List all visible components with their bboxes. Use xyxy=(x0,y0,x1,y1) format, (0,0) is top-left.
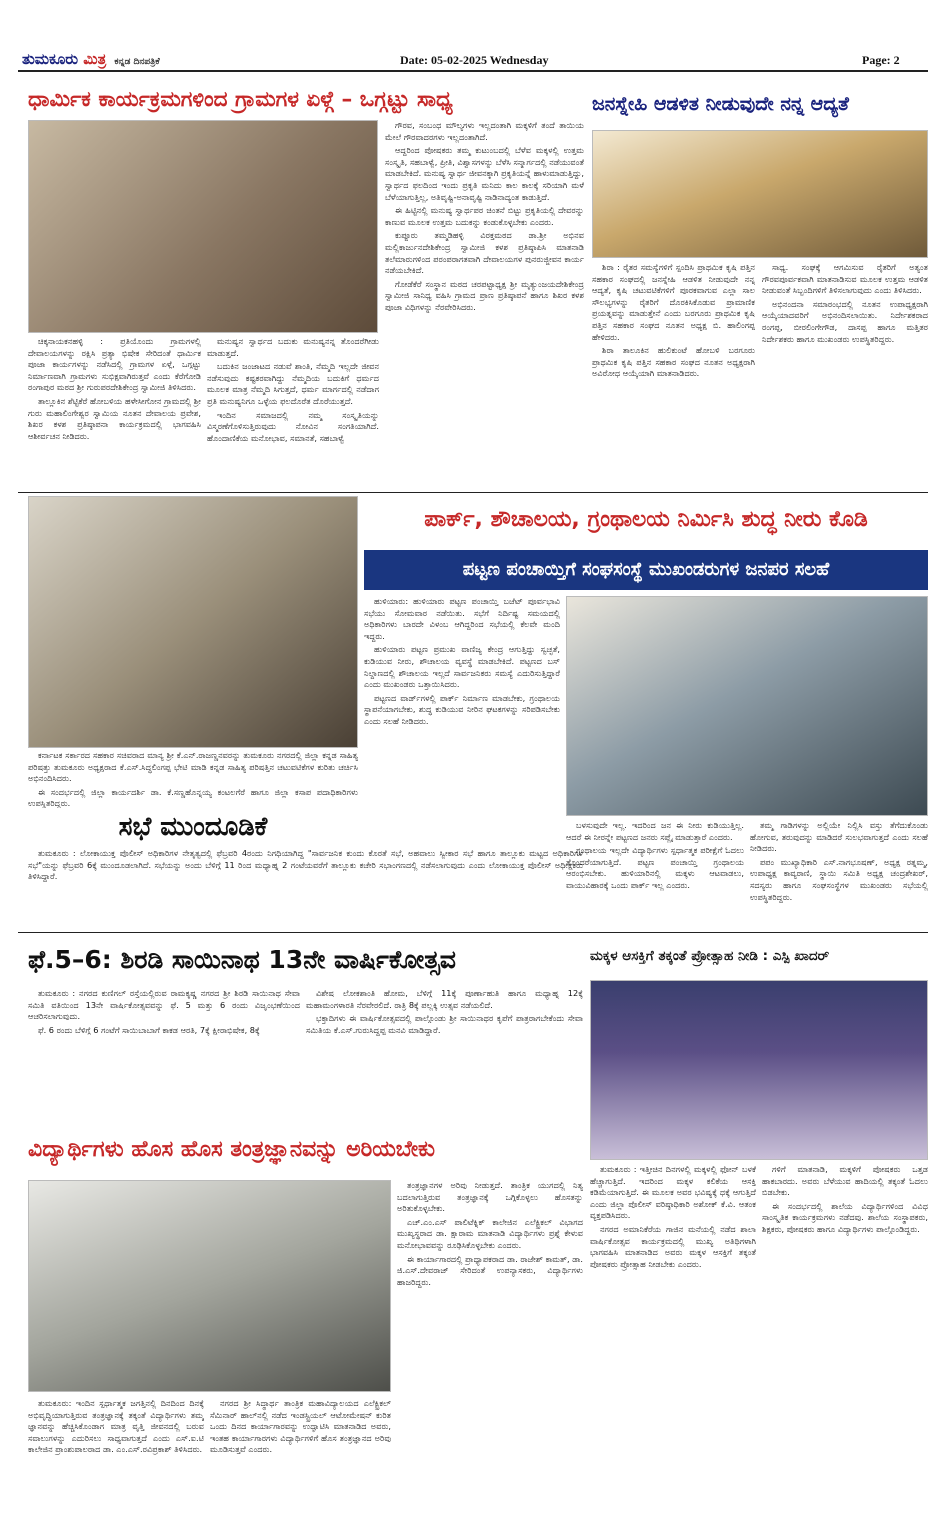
article-paragraph: ಗೋಡೆಕೆರೆ ಸಂಸ್ಥಾನ ಮಠದ ಚರಪಟ್ಟಾಧ್ಯಕ್ಷ ಶ್ರೀ ಮೃತ್ಯುಂಜಯದೇಶಿಕೇಂದ್ರ ಸ್ವಾಮೀಜಿ ಸಾನಿಧ್ಯ ವಹಿಸಿ ಗ್ರಾಮದ ಪ್ರಾಣ ಪ್ರತಿಷ್ಠಾಪನೆ ಹಾಗೂ ಶಿಖರ ಕಳಶ ಪೂಜಾ ವಿಧಿಗಳನ್ನು ನೆರವೇರಿಸಿದರು. xyxy=(385,278,584,312)
photo-panchayat-meeting xyxy=(566,596,928,816)
article-paragraph: ಗಳಿಗೆ ಮಾತನಾಡಿ, ಮಕ್ಕಳಿಗೆ ಪೋಷಕರು ಒತ್ತಡ ಹಾಕಬಾರದು. ಅವರು ಬೆಳೆಯುವ ಹಾದಿಯಲ್ಲಿ ತಕ್ಕಂತೆ ಓದಲು ಬಿಡಬೇಕು. xyxy=(762,1164,928,1198)
masthead-date: Date: 05-02-2025 Wednesday xyxy=(400,53,549,67)
article-paragraph: ಶಿರಾ : ರೈತರ ಸಮಸ್ಯೆಗಳಿಗೆ ಸ್ಪಂದಿಸಿ ಪ್ರಾಥಮಿಕ ಕೃಷಿ ಪತ್ತಿನ ಸಹಕಾರ ಸಂಘದಲ್ಲಿ ಜನಸ್ನೇಹಿ ಆಡಳಿತ ನೀಡುವುದೇ ನನ್ನ ಆದ್ಯತೆ, ಕೃಷಿ ಚಟುವಟಿಕೆಗಳಿಗೆ ಪೂರಕವಾಗುವ ಎಲ್ಲಾ ಸಾಲ ಸೌಲಭ್ಯಗಳನ್ನು ರೈತರಿಗೆ ದೊರಕಿಸಿಕೊಡುವ ಪ್ರಾಮಾಣಿಕ ಪ್ರಯತ್ನವನ್ನು ಮಾಡುತ್ತೇನೆ ಎಂದು ಬರಗೂರು ಪ್ರಾಥಮಿಕ ಕೃಷಿ ಪತ್ತಿನ ಸಹಕಾರ ಸಂಘದ ನೂತನ ಅಧ್ಯಕ್ಷ ಬಿ. ಹಾಲಿಂಗಪ್ಪ ಹೇಳಿದರು. xyxy=(592,262,755,342)
article-paragraph: ತುಮಕೂರು: ಇಂದಿನ ಸ್ಪರ್ಧಾತ್ಮಕ ಜಗತ್ತಿನಲ್ಲಿ ದಿನದಿಂದ ದಿನಕ್ಕೆ ಅಭಿವೃದ್ಧಿಯಾಗುತ್ತಿರುವ ತಂತ್ರಜ್ಞಾನಕ್ಕೆ ತಕ್ಕಂತೆ ವಿದ್ಯಾರ್ಥಿಗಳು ತಮ್ಮ ಜ್ಞಾನವನ್ನು ಹೆಚ್ಚಿಸಿಕೊಂಡಾಗ ಮಾತ್ರ ವೃತ್ತಿ ಜೀವನದಲ್ಲಿ ಬರುವ ಸವಾಲುಗಳನ್ನು ಎದುರಿಸಲು ಸಾಧ್ಯವಾಗುತ್ತದೆ ಎಂದು ಎಸ್.ಐ.ಟಿ ಕಾಲೇಜಿನ ಪ್ರಾಂಶುಪಾಲರಾದ ಡಾ. ಎಂ.ಎಸ್.ರವಿಪ್ರಕಾಶ್ ತಿಳಿಸಿದರು. xyxy=(28,1398,204,1455)
article-paragraph: ಪಪಂ ಮುಖ್ಯಾಧಿಕಾರಿ ಎಸ್.ನಾಗಭೂಷಣ್, ಅಧ್ಯಕ್ಷ ರತ್ನಮ್ಮ, ಉಪಾಧ್ಯಕ್ಷ ಕಾವ್ಯರಾಣಿ, ಸ್ಥಾಯಿ ಸಮಿತಿ ಅಧ್ಯಕ್ಷ ಚಂದ್ರಶೇಖರ್, ಸದಸ್ಯರು ಹಾಗೂ ಸಂಘಸಂಸ್ಥೆಗಳ ಮುಖಂಡರು ಸಭೆಯಲ್ಲಿ ಉಪಸ್ಥಿತರಿದ್ದರು. xyxy=(750,856,928,902)
photo-school-anniversary xyxy=(590,980,928,1160)
article-paragraph: ಬದುಕಿನ ಜಂಜಾಟದ ನಡುವೆ ಶಾಂತಿ, ನೆಮ್ಮದಿ ಇಲ್ಲದೇ ಜೀವನ ನಡೆಸುವುದು ಕಷ್ಟಕರವಾಗಿದ್ದು ನೆಮ್ಮದಿಯ ಬದುಕಿಗೆ ಧರ್ಮದ ಮೂಲಕ ಮಾತ್ರ ನೆಮ್ಮದಿ ಸಿಗುತ್ತದೆ, ಧರ್ಮ ಮಾರ್ಗದಲ್ಲಿ ನಡೆದಾಗ ಪ್ರತಿ ಮನುಷ್ಯನಿಗೂ ಒಳ್ಳೆಯ ಫಲದೊರೆತ ದೊರೆಯುತ್ತದೆ. xyxy=(207,361,379,406)
article-paragraph: ಕರ್ನಾಟಕ ಸರ್ಕಾರದ ಸಹಕಾರ ಸಚಿವರಾದ ಮಾನ್ಯ ಶ್ರೀ ಕೆ.ಎನ್.ರಾಜಣ್ಣನವರನ್ನು ತುಮಕೂರು ನಗರದಲ್ಲಿ ಜಿಲ್ಲಾ ಕನ್ನಡ ಸಾಹಿತ್ಯ ಪರಿಷತ್ತು ತುಮಕೂರು ಅಧ್ಯಕ್ಷರಾದ ಕೆ.ಎಸ್.ಸಿದ್ಧಲಿಂಗಪ್ಪ ಭೇಟಿ ಮಾಡಿ ಕನ್ನಡ ಸಾಹಿತ್ಯ ಪರಿಷತ್ತಿನ ಚಟುವಟಿಕೆಗಳ ಕುರಿತು ಚರ್ಚಿಸಿ ಅಭಿನಂದಿಸಿದರು. xyxy=(28,750,358,784)
caption-minister-meeting xyxy=(28,750,358,808)
article-paragraph: ಈ ಸಂದರ್ಭದಲ್ಲಿ ಶಾಲೆಯ ವಿದ್ಯಾರ್ಥಿಗಳಿಂದ ವಿವಿಧ ಸಾಂಸ್ಕೃತಿಕ ಕಾರ್ಯಕ್ರಮಗಳು ನಡೆದವು. ಶಾಲೆಯ ಸಂಸ್ಥಾಪಕರು, ಶಿಕ್ಷಕರು, ಪೋಷಕರು ಹಾಗೂ ವಿದ್ಯಾರ್ಥಿಗಳು ಪಾಲ್ಗೊಂಡಿದ್ದರು. xyxy=(762,1200,928,1234)
article-paragraph: ಈ ಕಾರ್ಯಾಗಾರದಲ್ಲಿ ಪ್ರಾಧ್ಯಾಪಕರಾದ ಡಾ. ರಾಜೇಶ್ ಕಾಮತ್, ಡಾ. ಜಿ.ಎಸ್.ದೇವರಾಜ್ ಸೇರಿದಂತೆ ಉಪನ್ಯಾಸಕರು, ವಿದ್ಯಾರ್ಥಿಗಳು ಹಾಜರಿದ್ದರು. xyxy=(397,1253,583,1287)
subheadline-town-panchayat: ಪಟ್ಟಣ ಪಂಚಾಯ್ತಿಗೆ ಸಂಘಸಂಸ್ಥೆ ಮುಖಂಡರುಗಳ ಜನಪರ ಸಲಹೆ xyxy=(364,550,928,590)
article-paragraph: ತಮ್ಮ ಗಾಡಿಗಳನ್ನು ಅಲ್ಲಿಯೇ ನಿಲ್ಲಿಸಿ ವಸ್ತು ತೆಗೆದುಕೊಂಡು ಹೋಗುವ, ತರುವುದನ್ನು ಮಾಡಿದರೆ ಸುಲಭವಾಗುತ್ತದೆ ಎಂದು ಸಲಹೆ ನೀಡಿದರು. xyxy=(750,820,928,854)
article-technology-col1 xyxy=(28,1398,204,1504)
article-paragraph: ವಿಶೇಷ ಲೋಕಶಾಂತಿ ಹೋಮ, ಬೆಳಿಗ್ಗೆ 11ಕ್ಕೆ ಪೂರ್ಣಾಹುತಿ ಹಾಗೂ ಮಧ್ಯಾಹ್ನ 12ಕ್ಕೆ ಮಹಾಮಂಗಳಾರತಿ ನೆರವೇರಲಿದೆ. ರಾತ್ರಿ 8ಕ್ಕೆ ಪಲ್ಲಕ್ಕಿ ಉತ್ಸವ ನಡೆಯಲಿದೆ. xyxy=(306,988,583,1010)
article-paragraph: ತುಮಕೂರು : ಲೋಕಾಯುಕ್ತ ಪೊಲೀಸ್ ಅಧಿಕಾರಿಗಳ ನೇತೃತ್ವದಲ್ಲಿ ಫೆಬ್ರವರಿ 4ರಂದು ನಿಗಧಿಯಾಗಿದ್ದ "ಸಾರ್ವಜನಿಕ ಕುಂದು ಕೊರತೆ ಸಭೆ, ಅಹವಾಲು ಸ್ವೀಕಾರ ಸಭೆ ಹಾಗೂ ತಾಲ್ಲೂಕು ಮಟ್ಟದ ಅಧಿಕಾರಿಗಳ ಸಭೆ"ಯನ್ನು ಫೆಬ್ರವರಿ 6ಕ್ಕೆ ಮುಂದೂಡಲಾಗಿದೆ. ಸಭೆಯನ್ನು ಅಂದು ಬೆಳಿಗ್ಗೆ 11 ರಿಂದ ಮಧ್ಯಾಹ್ನ 2 ಗಂಟೆಯವರೆಗೆ ತಾಲ್ಲೂಕು ಕಚೇರಿ ಸಭಾಂಗಣದಲ್ಲಿ ನಡೆಸಲಾಗುವುದು ಎಂದು ಲೋಕಾಯುಕ್ತ ಪೊಲೀಸ್ ಅಧೀಕ್ಷಕರು ತಿಳಿಸಿದ್ದಾರೆ. xyxy=(28,848,583,882)
masthead-tagline: ಕನ್ನಡ ದಿನಪತ್ರಿಕೆ xyxy=(114,57,160,67)
headline-new-technology: ವಿದ್ಯಾರ್ಥಿಗಳು ಹೊಸ ಹೊಸ ತಂತ್ರಜ್ಞಾನವನ್ನು ಅರಿಯಬೇಕು xyxy=(28,1137,435,1162)
masthead-title-part1: ತುಮಕೂರು xyxy=(22,50,79,68)
masthead-page: Page: 2 xyxy=(862,53,900,67)
article-paragraph: ಭಕ್ತಾದಿಗಳು ಈ ವಾರ್ಷಿಕೋತ್ಸವದಲ್ಲಿ ಪಾಲ್ಗೊಂಡು ಶ್ರೀ ಸಾಯಿನಾಥರ ಕೃಪೆಗೆ ಪಾತ್ರರಾಗಬೇಕೆಂದು ಸೇವಾ ಸಮಿತಿಯ ಕೆ.ಎಸ್.ಗುರುಸಿದ್ದಪ್ಪ ಮನವಿ ಮಾಡಿದ್ದಾರೆ. xyxy=(306,1013,583,1035)
article-paragraph: ಗ್ರಂಥಾಲಯ ಇಲ್ಲದೇ ವಿದ್ಯಾರ್ಥಿಗಳು ಸ್ಪರ್ಧಾತ್ಮಕ ಪರೀಕ್ಷೆಗೆ ಓದಲು ತೊಂದರೆಯಾಗುತ್ತಿದೆ. ಪಟ್ಟಣ ಪಂಚಾಯ್ತಿ ಗ್ರಂಥಾಲಯ ಆರಂಭಿಸಬೇಕು. ಹುಳಿಯಾರಿನಲ್ಲಿ ಮಕ್ಕಳು ಆಟವಾಡಲು, ವಾಯುವಿಹಾರಕ್ಕೆ ಒಂದು ಪಾರ್ಕ್ ಇಲ್ಲ ಎಂದರು. xyxy=(566,845,744,890)
headline-religious-programs: ಧಾರ್ಮಿಕ ಕಾರ್ಯಕ್ರಮಗಳಿಂದ ಗ್ರಾಮಗಳ ಏಳ್ಗೆ – ಒಗ್ಗಟ್ಟು ಸಾಧ್ಯ xyxy=(28,87,453,112)
article-paragraph: ಬಳಸುವುದೇ ಇಲ್ಲ. ಇದರಿಂದ ಜನ ಈ ನೀರು ಕುಡಿಯುತ್ತಿಲ್ಲ. ಆದರೆ ಈ ನೀರನ್ನೇ ಪಟ್ಟಣದ ಜನರು ಸಪ್ಲೈ ಮಾಡುತ್ತಾರೆ ಎಂದರು. xyxy=(566,820,744,842)
article-religious-col1 xyxy=(28,336,201,486)
article-paragraph: ಫೆ. 6 ರಂದು ಬೆಳಿಗ್ಗೆ 6 ಗಂಟೆಗೆ ಸಾಯಿಬಾಬಾಗೆ ಕಾಕಡ ಆರತಿ, 7ಕ್ಕೆ ಕ್ಷೀರಾಭಿಷೇಕ, 8ಕ್ಕೆ xyxy=(38,1024,260,1035)
article-technology-col2 xyxy=(210,1398,391,1504)
article-paragraph: ಕುಪ್ಪೂರು ತಮ್ಮಡಿಹಳ್ಳಿ ವಿರಕ್ತಮಠದ ಡಾ.ಶ್ರೀ ಅಭಿನವ ಮಲ್ಲಿಕಾರ್ಜುನದೇಶಿಕೇಂದ್ರ ಸ್ವಾಮೀಜಿ ಕಳಶ ಪ್ರತಿಷ್ಠಾಪಿಸಿ ಮಾತನಾಡಿ ತಲೆಮಾರುಗಳಿಂದ ಪರಂಪರಾಗತವಾಗಿ ದೇವಾಲಯಗಳ ಪುನರುಜ್ಜೀವನ ಕಾರ್ಯ ನಡೆಯಬೇಕಿದೆ. xyxy=(385,230,584,276)
article-paragraph: ಸಾಧ್ಯ. ಸಂಘಕ್ಕೆ ಆಗಮಿಸುವ ರೈತರಿಗೆ ಅತ್ಯಂತ ಗೌರವಪೂರ್ವಕವಾಗಿ ಮಾತನಾಡಿಸುವ ಮೂಲಕ ಉತ್ತಮ ಆಡಳಿತ ನೀಡುವಂತೆ ಸಿಬ್ಬಂದಿಗಳಿಗೆ ತಿಳಿಸಲಾಗುವುದು ಎಂದು ತಿಳಿಸಿದರು. xyxy=(762,262,928,296)
article-paragraph: ಹುಳಿಯಾರು: ಹುಳಿಯಾರು ಪಟ್ಟಣ ಪಂಚಾಯ್ತಿ ಬಜೆಟ್ ಪೂರ್ವಭಾವಿ ಸಭೆಯು ಸೋಮವಾರ ನಡೆಯಿತು. ಸಭೆಗೆ ನಿರ್ದಿಷ್ಟ ಸಮಯದಲ್ಲಿ ಅಧಿಕಾರಿಗಳು ಬಾರದೇ ವಿಳಂಬ ಆಗಿದ್ದರಿಂದ ಸಭೆಯಲ್ಲಿ ಕೆಲವೇ ಮಂದಿ ಇದ್ದರು. xyxy=(364,596,560,641)
headline-meeting-postponed: ಸಭೆ ಮುಂದೂಡಿಕೆ xyxy=(118,812,268,842)
article-paragraph: ನಗರದ ಶ್ರೀ ಸಿದ್ಧಾರ್ಥ ತಾಂತ್ರಿಕ ಮಹಾವಿದ್ಯಾಲಯದ ಎಲೆಕ್ಟ್ರಿಕಲ್ ಸೆಮಿನಾರ್ ಹಾಲ್‌ನಲ್ಲಿ ನಡೆದ ಇಂಡಸ್ಟ್ರಿಯಲ್ ಆಟೋಮೇಷನ್ ಕುರಿತ ಒಂದು ದಿನದ ಕಾರ್ಯಾಗಾರವನ್ನು ಉದ್ಘಾಟಿಸಿ ಮಾತನಾಡಿದ ಅವರು, ಇಂತಹ ಕಾರ್ಯಾಗಾರಗಳು ವಿದ್ಯಾರ್ಥಿಗಳಿಗೆ ಹೊಸ ತಂತ್ರಜ್ಞಾನದ ಅರಿವು ಮೂಡಿಸುತ್ತವೆ ಎಂದರು. xyxy=(210,1398,391,1455)
masthead-title-part2: ಮಿತ್ರ xyxy=(83,50,107,68)
article-paragraph: ಮನುಷ್ಯನ ಸ್ವಾರ್ಥದ ಬದುಕು ಮನುಷ್ಯನನ್ನ ತೊಂದರೆಗೀಡು ಮಾಡುತ್ತದೆ. xyxy=(207,336,379,358)
photo-minister-meeting xyxy=(28,496,358,748)
article-children-col1 xyxy=(590,1164,756,1504)
headline-shirdi-anniversary: ಫೆ.5–6: ಶಿರಡಿ ಸಾಯಿನಾಥ 13ನೇ ವಾರ್ಷಿಕೋತ್ಸವ xyxy=(28,945,456,974)
article-paragraph: ಈ ಸಂದರ್ಭದಲ್ಲಿ ಜಿಲ್ಲಾ ಕಾರ್ಯದರ್ಶಿ ಡಾ. ಕೆ.ಸಣ್ಣಹೊನ್ನಯ್ಯ ಕಂಟಲಗೆರೆ ಹಾಗೂ ಜಿಲ್ಲಾ ಕಸಾಪ ಪದಾಧಿಕಾರಿಗಳು ಉಪಸ್ಥಿತರಿದ್ದರು. xyxy=(28,786,358,808)
photo-felicitation xyxy=(592,130,928,258)
photo-temple-ceremony xyxy=(28,120,378,333)
article-admin-col2 xyxy=(762,262,928,488)
article-children-col2 xyxy=(762,1164,928,1504)
article-paragraph: ಎಚ್.ಎಂ.ಎಸ್ ಪಾಲಿಟೆಕ್ನಿಕ್ ಕಾಲೇಜಿನ ಎಲೆಕ್ಟ್ರಿಕಲ್ ವಿಭಾಗದ ಮುಖ್ಯಸ್ಥರಾದ ಡಾ. ಕ್ಷಾರಾಮ ಮಾತನಾಡಿ ವಿದ್ಯಾರ್ಥಿಗಳು ಪ್ರಶ್ನೆ ಕೇಳುವ ಮನೋಭಾವವನ್ನು ರೂಢಿಸಿಕೊಳ್ಳಬೇಕು ಎಂದರು. xyxy=(397,1216,583,1250)
article-religious-col3 xyxy=(385,120,584,486)
article-paragraph: ಶಿರಾ ತಾಲೂಕಿನ ಹುಲಿಕುಂಟೆ ಹೋಬಳಿ ಬರಗೂರು ಪ್ರಾಥಮಿಕ ಕೃಷಿ ಪತ್ತಿನ ಸಹಕಾರ ಸಂಘದ ನೂತನ ಅಧ್ಯಕ್ಷರಾಗಿ ಅವಿರೋಧ ಆಯ್ಕೆಯಾಗಿ ಮಾತನಾಡಿದರು. xyxy=(592,345,755,379)
article-paragraph: ಚಿಕ್ಕನಾಯಕನಹಳ್ಳಿ : ಪ್ರತಿಯೊಂದು ಗ್ರಾಮಗಳಲ್ಲಿ ದೇವಾಲಯಗಳನ್ನು ರಕ್ಷಿಸಿ ಪ್ರತ್ಯಾ ಭಿಷೇಕ ಸೇರಿದಂತೆ ಧಾರ್ಮಿಕ ಪೂಜಾ ಕಾರ್ಯಗಳನ್ನು ನಡೆಸಿದಲ್ಲಿ ಗ್ರಾಮಗಳ ಏಳ್ಗೆ, ಒಗ್ಗಟ್ಟು ನಿರ್ಮಾಣವಾಗಿ ಗ್ರಾಮಗಳು ಸುಭಿಕ್ಷವಾಗಿರುತ್ತವೆ ಎಂದು ಕೆರೆಗೋಡಿ ರಂಗಾಪುರ ಮಠದ ಶ್ರೀ ಗುರುಪರದೇಶಿಕೇಂದ್ರ ಸ್ವಾಮೀಜಿ ತಿಳಿಸಿದರು. xyxy=(28,336,201,393)
article-paragraph: ತುಮಕೂರು : ಇತ್ತೀಚಿನ ದಿನಗಳಲ್ಲಿ ಮಕ್ಕಳಲ್ಲಿ ಫೋನ್ ಬಳಕೆ ಹೆಚ್ಚಾಗುತ್ತಿದೆ. ಇದರಿಂದ ಮಕ್ಕಳ ಕಲಿಕೆಯ ಆಸಕ್ತಿ ಕಡಿಮೆಯಾಗುತ್ತಿದೆ. ಈ ಮೂಲಕ ಅವರ ಭವಿಷ್ಯಕ್ಕೆ ಧಕ್ಕೆ ಆಗುತ್ತಿದೆ ಎಂದು ಜಿಲ್ಲಾ ಪೊಲೀಸ್ ವರಿಷ್ಠಾಧಿಕಾರಿ ಅಶೋಕ್ ಕೆ.ವಿ. ಆತಂಕ ವ್ಯಕ್ತಪಡಿಸಿದರು. xyxy=(590,1164,756,1221)
article-paragraph: ಅಭಿನಂದನಾ ಸಮಾರಂಭದಲ್ಲಿ ನೂತನ ಉಪಾಧ್ಯಕ್ಷರಾಗಿ ಆಯ್ಕೆಯಾದವರಿಗೆ ಅಭಿನಂದಿಸಲಾಯಿತು. ನಿರ್ದೇಶಕರಾದ ರಂಗಪ್ಪ, ಬೀರಲಿಂಗೇಗೌಡ, ದಾಸಪ್ಪ ಹಾಗೂ ಮತ್ತಿತರ ನಿರ್ದೇಶಕರು ಹಾಗೂ ಮುಖಂಡರು ಉಪಸ್ಥಿತರಿದ್ದರು. xyxy=(762,298,928,344)
article-paragraph: ಇಂದಿನ ಸಮಾಜದಲ್ಲಿ ನಮ್ಮ ಸಂಸ್ಕೃತಿಯನ್ನು ವಿಸ್ಮರಣೆಗೊಳಿಸುತ್ತಿರುವುದು ನೋವಿನ ಸಂಗತಿಯಾಗಿದೆ. ಹೊಂದಾಣಿಕೆಯ ಮನೋಭಾವ, ಸಮಾನತೆ, ಸಹಬಾಳ್ವೆ xyxy=(207,409,379,443)
article-paragraph: ಈ ಹಿಟ್ಟಿನಲ್ಲಿ ಮನುಷ್ಯ ಸ್ವಾರ್ಥಪರ ಚಿಂತನೆ ಬಿಟ್ಟು ಪ್ರಕೃತಿಯಲ್ಲಿ ದೇವರನ್ನು ಕಾಣುವ ಮೂಲಕ ಉತ್ತಮ ಬದುಕನ್ನು ಕಂಡುಕೊಳ್ಳಬೇಕು ಎಂದರು. xyxy=(385,205,584,227)
article-paragraph: ತಂತ್ರಜ್ಞಾನಗಳ ಅರಿವು ನೀಡುತ್ತದೆ. ತಾಂತ್ರಿಕ ಯುಗದಲ್ಲಿ ನಿತ್ಯ ಬದಲಾಗುತ್ತಿರುವ ತಂತ್ರಜ್ಞಾನಕ್ಕೆ ಒಗ್ಗಿಕೊಳ್ಳಲು ಹೊಸತನ್ನು ಅರಿತುಕೊಳ್ಳಬೇಕು. xyxy=(397,1180,583,1214)
article-shirdi-col2 xyxy=(306,988,583,1126)
article-admin-col1 xyxy=(592,262,755,488)
article-shirdi-col1 xyxy=(28,988,300,1126)
article-technology-right-col xyxy=(397,1180,583,1394)
article-paragraph: ನಗರದ ಅಮಾನಿಕೆರೆಯ ಗಾಜಿನ ಮನೆಯಲ್ಲಿ ನಡೆದ ಶಾಲಾ ವಾರ್ಷಿಕೋತ್ಸವ ಕಾರ್ಯಕ್ರಮದಲ್ಲಿ ಮುಖ್ಯ ಅತಿಥಿಗಳಾಗಿ ಭಾಗವಹಿಸಿ ಮಾತನಾಡಿದ ಅವರು ಮಕ್ಕಳ ಆಸಕ್ತಿಗೆ ತಕ್ಕಂತೆ ಪೋಷಕರು ಪ್ರೋತ್ಸಾಹ ನೀಡಬೇಕು ಎಂದರು. xyxy=(590,1223,756,1269)
article-town-panchayat-col1 xyxy=(364,596,560,812)
article-paragraph: ಪಟ್ಟಣದ ವಾರ್ಡ್‌ಗಳಲ್ಲಿ ಪಾರ್ಕ್ ನಿರ್ಮಾಣ ಮಾಡಬೇಕು, ಗ್ರಂಥಾಲಯ ಸ್ಥಾಪನೆಯಾಗಬೇಕು, ಶುದ್ಧ ಕುಡಿಯುವ ನೀರಿನ ಘಟಕಗಳನ್ನು ಸರಿಪಡಿಸಬೇಕು ಎಂದು ಸಲಹೆ ನೀಡಿದರು. xyxy=(364,692,560,726)
article-paragraph: ಗೌರವ, ಸಂಬಂಧ ಮೌಲ್ಯಗಳು ಇಲ್ಲದಂತಾಗಿ ಮಕ್ಕಳಿಗೆ ತಂದೆ ತಾಯಿಯ ಮೇಲೆ ಗೌರವಾದರಗಳು ಇಲ್ಲದಂತಾಗಿದೆ. xyxy=(385,120,584,142)
headline-people-friendly-admin: ಜನಸ್ನೇಹಿ ಆಡಳಿತ ನೀಡುವುದೇ ನನ್ನ ಆದ್ಯತೆ xyxy=(592,93,849,115)
section-divider xyxy=(18,492,928,493)
headline-children-interest: ಮಕ್ಕಳ ಆಸಕ್ತಿಗೆ ತಕ್ಕಂತೆ ಪ್ರೋತ್ಸಾಹ ನೀಡಿ : ಎಸ್ಪಿ ಖಾದರ್ xyxy=(590,948,830,964)
article-paragraph: ತುಮಕೂರು : ನಗರದ ಕುಣಿಗಲ್ ರಸ್ತೆಯಲ್ಲಿರುವ ರಾಮಕೃಷ್ಣ ನಗರದ ಶ್ರೀ ಶಿರಡಿ ಸಾಯಿನಾಥ ಸೇವಾ ಸಮಿತಿ ವತಿಯಿಂದ 13ನೇ ವಾರ್ಷಿಕೋತ್ಸವವನ್ನು ಫೆ. 5 ಮತ್ತು 6 ರಂದು ವಿಜೃಂಭಣೆಯಿಂದ ಆಚರಿಸಲಾಗುವುದು. xyxy=(28,988,300,1022)
section-divider xyxy=(18,932,928,933)
article-paragraph: ಆದ್ದರಿಂದ ಪೋಷಕರು ತಮ್ಮ ಕುಟುಂಬದಲ್ಲಿ ಬೆಳೆವ ಮಕ್ಕಳಲ್ಲಿ ಉತ್ತಮ ಸಂಸ್ಕೃತಿ, ಸಹಬಾಳ್ವೆ, ಪ್ರೀತಿ, ವಿಶ್ವಾಸಗಳನ್ನು ಬೆಳೆಸಿ ಸನ್ಮಾರ್ಗದಲ್ಲಿ ನಡೆಯುವಂತೆ ಮಾಡಬೇಕಿದೆ. ಮನುಷ್ಯ ಸ್ವಾರ್ಥ ಜೀವನಕ್ಕಾಗಿ ಪ್ರಕೃತಿಯನ್ನೆ ಹಾಳುಮಾಡುತ್ತಿದ್ದು, ಸ್ವಾರ್ಥದ ಫಲದಿಂದ ಇಂದು ಪ್ರಕೃತಿ ಮನಿದು ಕಾಲ ಕಾಲಕ್ಕೆ ಸರಿಯಾಗಿ ಮಳೆ ಬೆಳೆಯಾಗುತ್ತಿಲ್ಲ, ಅತಿವೃಷ್ಟಿ-ಅನಾವೃಷ್ಟಿ ನಾಡಿನಾದ್ಯಂತ ಕಾಡುತ್ತಿದೆ. xyxy=(385,145,584,202)
article-meeting-postponed xyxy=(28,848,583,928)
article-paragraph: ಹುಳಿಯಾರು ಪಟ್ಟಣ ಪ್ರಮುಖ ವಾಣಿಜ್ಯ ಕೇಂದ್ರ ಆಗುತ್ತಿದ್ದು ಸ್ವಚ್ಛತೆ, ಕುಡಿಯುವ ನೀರು, ಶೌಚಾಲಯ ವ್ಯವಸ್ಥೆ ಮಾಡಬೇಕಿದೆ. ಪಟ್ಟಣದ ಬಸ್ ನಿಲ್ದಾಣದಲ್ಲಿ ಶೌಚಾಲಯ ಇಲ್ಲದೆ ಸಾರ್ವಜನಿಕರು ಸಮಸ್ಯೆ ಎದುರಿಸುತ್ತಿದ್ದಾರೆ ಎಂದು ಮುಖಂಡರು ಒತ್ತಾಯಿಸಿದರು. xyxy=(364,644,560,690)
article-religious-col2 xyxy=(207,336,379,486)
headline-park-toilet-library: ಪಾರ್ಕ್, ಶೌಚಾಲಯ, ಗ್ರಂಥಾಲಯ ನಿರ್ಮಿಸಿ ಶುದ್ಧ ನೀರು ಕೊಡಿ xyxy=(424,507,868,532)
article-town-panchayat-col3 xyxy=(750,820,928,928)
article-town-panchayat-col2 xyxy=(566,820,744,928)
article-paragraph: ತಾಲ್ಲೂಕಿನ ಶೆಟ್ಟಿಕೆರೆ ಹೋಬಳಿಯ ಹಳೇಸೀಗೋನ ಗ್ರಾಮದಲ್ಲಿ ಶ್ರೀ ಗುರು ಮಹಾಲಿಂಗೇಶ್ವರ ಸ್ವಾಮಿಯ ನೂತನ ದೇವಾಲಯ ಪ್ರವೇಶ, ಶಿಖರ ಕಳಶ ಪ್ರತಿಷ್ಠಾಪನಾ ಕಾರ್ಯಕ್ರಮದಲ್ಲಿ ಭಾಗವಹಿಸಿ ಆಶೀರ್ವಚನ ನೀಡಿದರು. xyxy=(28,395,201,441)
photo-workshop xyxy=(28,1180,391,1392)
masthead-title xyxy=(22,50,160,68)
masthead-rule xyxy=(18,70,928,72)
